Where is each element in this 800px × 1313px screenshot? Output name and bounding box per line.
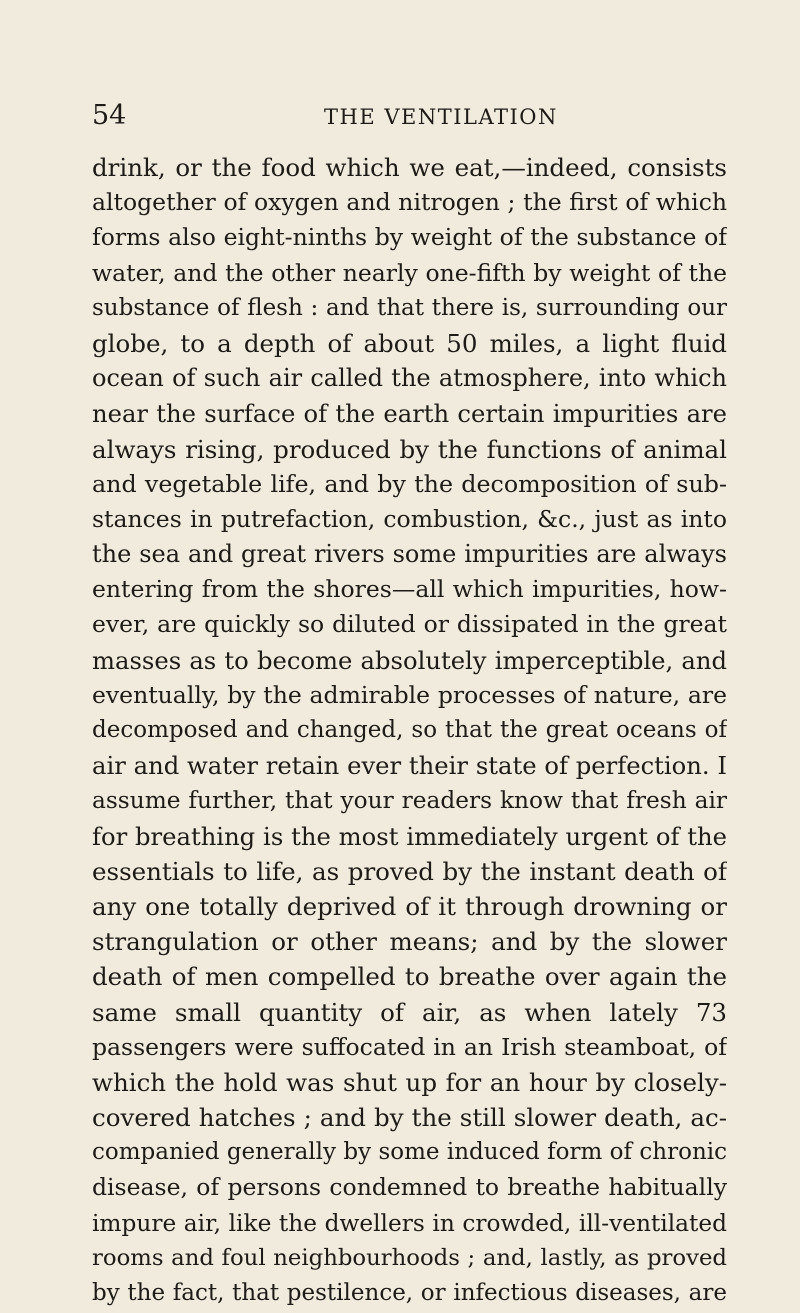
text-line: ocean of such air called the atmosphere, into which [92, 364, 727, 393]
text-line: and vegetable life, and by the decomposition of sub- [92, 469, 727, 498]
text-line: globe, to a depth of about 50 miles, a light fluid [92, 328, 727, 358]
text-line: forms also eight-ninths by weight of the substance of [92, 223, 727, 252]
text-line: covered hatches ; and by the still slower death, ac- [92, 1103, 727, 1133]
text-line: entering from the shores—all which impurities, how- [92, 575, 727, 604]
text-line: drink, or the food which we eat,—indeed, consists [92, 153, 727, 182]
text-line: decomposed and changed, so that the great oceans of [92, 717, 727, 743]
text-line: for breathing is the most immediately urgent of the [92, 821, 727, 851]
text-line: by the fact, that pestilence, or infectious diseases, are [92, 1280, 727, 1306]
text-line: air and water retain ever their state of perfection. I [92, 751, 727, 781]
text-line: rooms and foul neighbourhoods ; and, lastly, as proved [92, 1244, 727, 1271]
text-line: any one totally deprived of it through drowning or [92, 891, 727, 921]
text-line: near the surface of the earth certain impurities are [92, 399, 727, 429]
text-line: companied generally by some induced form of chronic [92, 1139, 727, 1166]
text-line: death of men compelled to breathe over again the [92, 962, 727, 992]
body-text [92, 150, 727, 1311]
text-line: impure air, like the dwellers in crowded, ill-ventilated [92, 1209, 727, 1237]
text-line: essentials to life, as proved by the instant death of [92, 856, 727, 886]
text-line: substance of flesh : and that there is, surrounding our [92, 294, 727, 321]
text-line: the sea and great rivers some impurities are always [92, 540, 727, 569]
page-header [92, 98, 727, 134]
text-line: stances in putrefaction, combustion, &c., just as into [92, 504, 727, 533]
text-line: passengers were suffocated in an Irish steamboat, of [92, 1032, 727, 1061]
text-line: ever, are quickly so diluted or dissipated in the great [92, 610, 727, 639]
running-title: THE VENTILATION [324, 105, 558, 129]
text-line: eventually, by the admirable processes of nature, are [92, 680, 727, 709]
text-line: water, and the other nearly one-fifth by weight of the [92, 258, 727, 287]
text-line: altogether of oxygen and nitrogen ; the first of which [92, 188, 727, 217]
text-line: same small quantity of air, as when lately 73 [92, 997, 727, 1027]
text-line: strangulation or other means; and by the slower [92, 927, 727, 957]
text-line: always rising, produced by the functions of animal [92, 434, 727, 464]
text-line: which the hold was shut up for an hour by closely- [92, 1067, 727, 1097]
text-line: masses as to become absolutely imperceptible, and [92, 645, 727, 675]
text-line: assume further, that your readers know that fresh air [92, 787, 727, 815]
text-line: disease, of persons condemned to breathe habitually [92, 1173, 727, 1202]
page-number: 54 [92, 100, 127, 131]
